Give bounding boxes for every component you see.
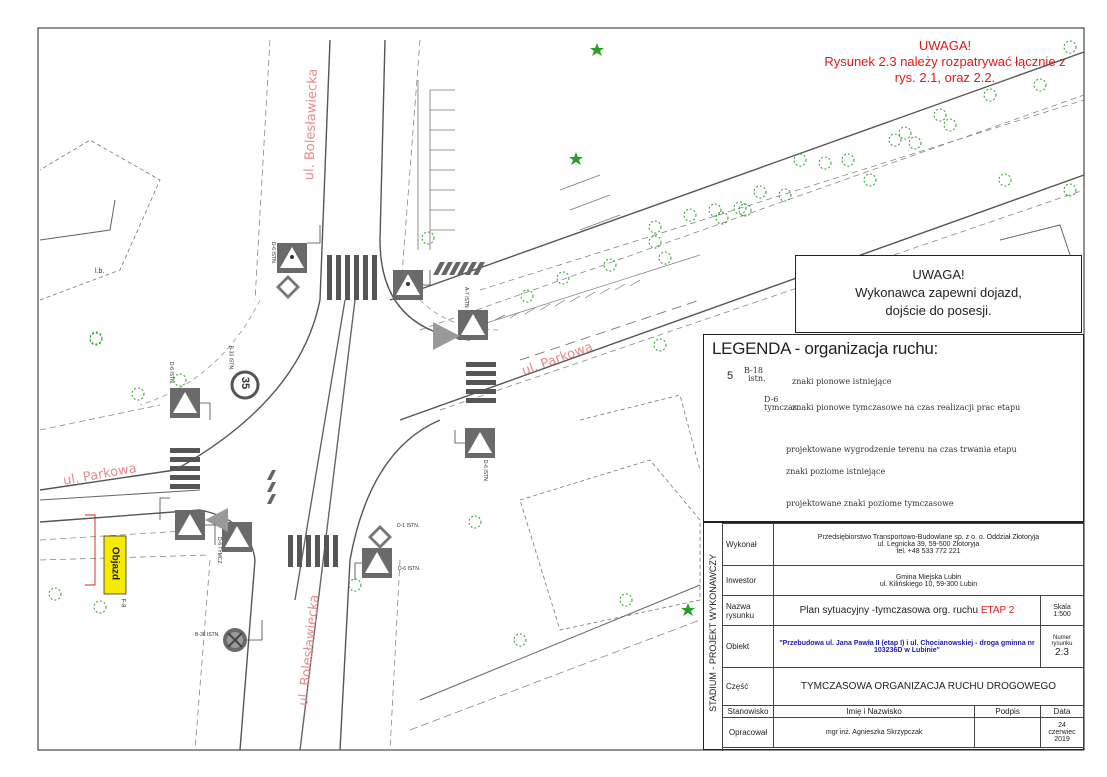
value-podpis	[975, 718, 1041, 748]
warning-top-line3: rys. 2.1, oraz 2.2.	[894, 70, 996, 85]
detour-sign-text: Objazd	[109, 546, 121, 581]
street-label-boleslawiecka-north: ul. Bolesławiecka	[302, 68, 321, 181]
header-data: Data	[1041, 706, 1084, 718]
warning-top-line1: UWAGA!	[918, 38, 972, 53]
value-numer: Numer rysunku 2.3	[1041, 626, 1084, 668]
sign-label-d6-north: D-6 ISTN.	[270, 241, 277, 265]
warning-box	[795, 255, 1082, 333]
street-label-parkowa-west: ul. Parkowa	[62, 461, 138, 489]
value-czesc: TYMCZASOWA ORGANIZACJA RUCHU DROGOWEGO	[774, 668, 1084, 706]
value-obiekt: "Przebudowa ul. Jana Pawła II (etap I) i ul. Chocianowskiej - droga gminna nr 103236D w Lubinie"	[774, 626, 1041, 668]
legend-item-2: znaki pionowe tymczasowe na czas realizacji prac etapu	[792, 403, 1021, 412]
value-opracowal-name: mgr inż. Agnieszka Skrzypczak	[774, 718, 975, 748]
sign-label-d6-east: D-6 ISTN.	[482, 459, 489, 483]
detour-sign-code: F-8	[119, 598, 126, 608]
legend-sign-note-1: istn.	[748, 374, 766, 383]
warning-box-line2: Wykonawca zapewni dojazd,	[855, 285, 1022, 300]
warning-box-line3: dojście do posesji.	[885, 303, 992, 318]
legend-item-5: projektowane znaki poziome tymczasowe	[786, 499, 954, 508]
label-inwestor: Inwestor	[723, 566, 774, 596]
warning-top-line2: Rysunek 2.3 należy rozpatrywać łącznie z	[824, 54, 1066, 69]
header-podpis: Podpis	[975, 706, 1041, 718]
speed-sign-value: 35	[239, 376, 251, 390]
title-block	[703, 522, 1084, 750]
warning-box-line1: UWAGA!	[912, 267, 965, 282]
sign-label-d1: D-1 ISTN.	[397, 523, 420, 529]
label-obiekt: Obiekt	[723, 626, 774, 668]
street-label-parkowa-east: ul. Parkowa	[520, 339, 595, 380]
value-skala: Skala 1:500	[1041, 596, 1084, 626]
sign-label-a7: A-7 ISTN.	[462, 287, 469, 309]
sign-label-d6-tymcz: D-6 TYMCZ.	[215, 537, 222, 565]
label-nazwa: Nazwa rysunku	[723, 596, 774, 626]
header-stanowisko: Stanowisko	[723, 706, 774, 718]
label-czesc: Część	[723, 668, 774, 706]
legend-sign-value: 5	[726, 370, 734, 382]
header-imie: Imię i Nazwisko	[774, 706, 975, 718]
street-label-boleslawiecka-south: ul. Bolesławiecka	[296, 593, 323, 707]
label-wykonal: Wykonał	[723, 524, 774, 566]
legend-item-4: znaki poziome istniejące	[786, 467, 886, 476]
value-nazwa: Plan sytuacyjny -tymczasowa org. ruchu ETAP 2	[774, 596, 1041, 626]
map-label-lb: l.b.	[95, 268, 105, 275]
legend-sign-code-1: B-18	[744, 366, 763, 375]
title-block-table	[722, 523, 1084, 748]
legend-sign-code-2: D-6	[764, 395, 779, 404]
legend-sign-note-2: tymczas.	[764, 403, 800, 412]
legend-title: LEGENDA - organizacja ruchu:	[712, 339, 938, 358]
value-inwestor: Gmina Miejska Lubin ul. Kilińskiego 10, 59-300 Lubin	[774, 566, 1084, 596]
sign-label-d6-south: D-6 ISTN.	[398, 566, 421, 572]
legend-item-3: projektowane wygrodzenie terenu na czas trwania etapu	[786, 445, 1017, 454]
stadium-label: STADIUM - PROJEKT WYKONAWCZY	[704, 523, 723, 751]
sign-label-d6-west: D-6 ISTN.	[168, 361, 175, 385]
value-opracowal: Opracował	[723, 718, 774, 748]
sign-label-b36: B-36 ISTN.	[195, 632, 220, 638]
warning-note-top	[790, 38, 1100, 86]
value-wykonal: Przedsiębiorstwo Transportowo-Budowlane sp. z o. o. Oddział Złotoryja ul. Legnicka 39, 59-500 Złotoryja tel. +48 533 772 221	[774, 524, 1084, 566]
value-data: 24 czerwiec 2019	[1041, 718, 1084, 748]
sign-label-b33: B-33 ISTN.	[227, 345, 234, 371]
legend-panel	[703, 334, 1084, 522]
legend-item-1: znaki pionowe istniejące	[792, 377, 892, 386]
